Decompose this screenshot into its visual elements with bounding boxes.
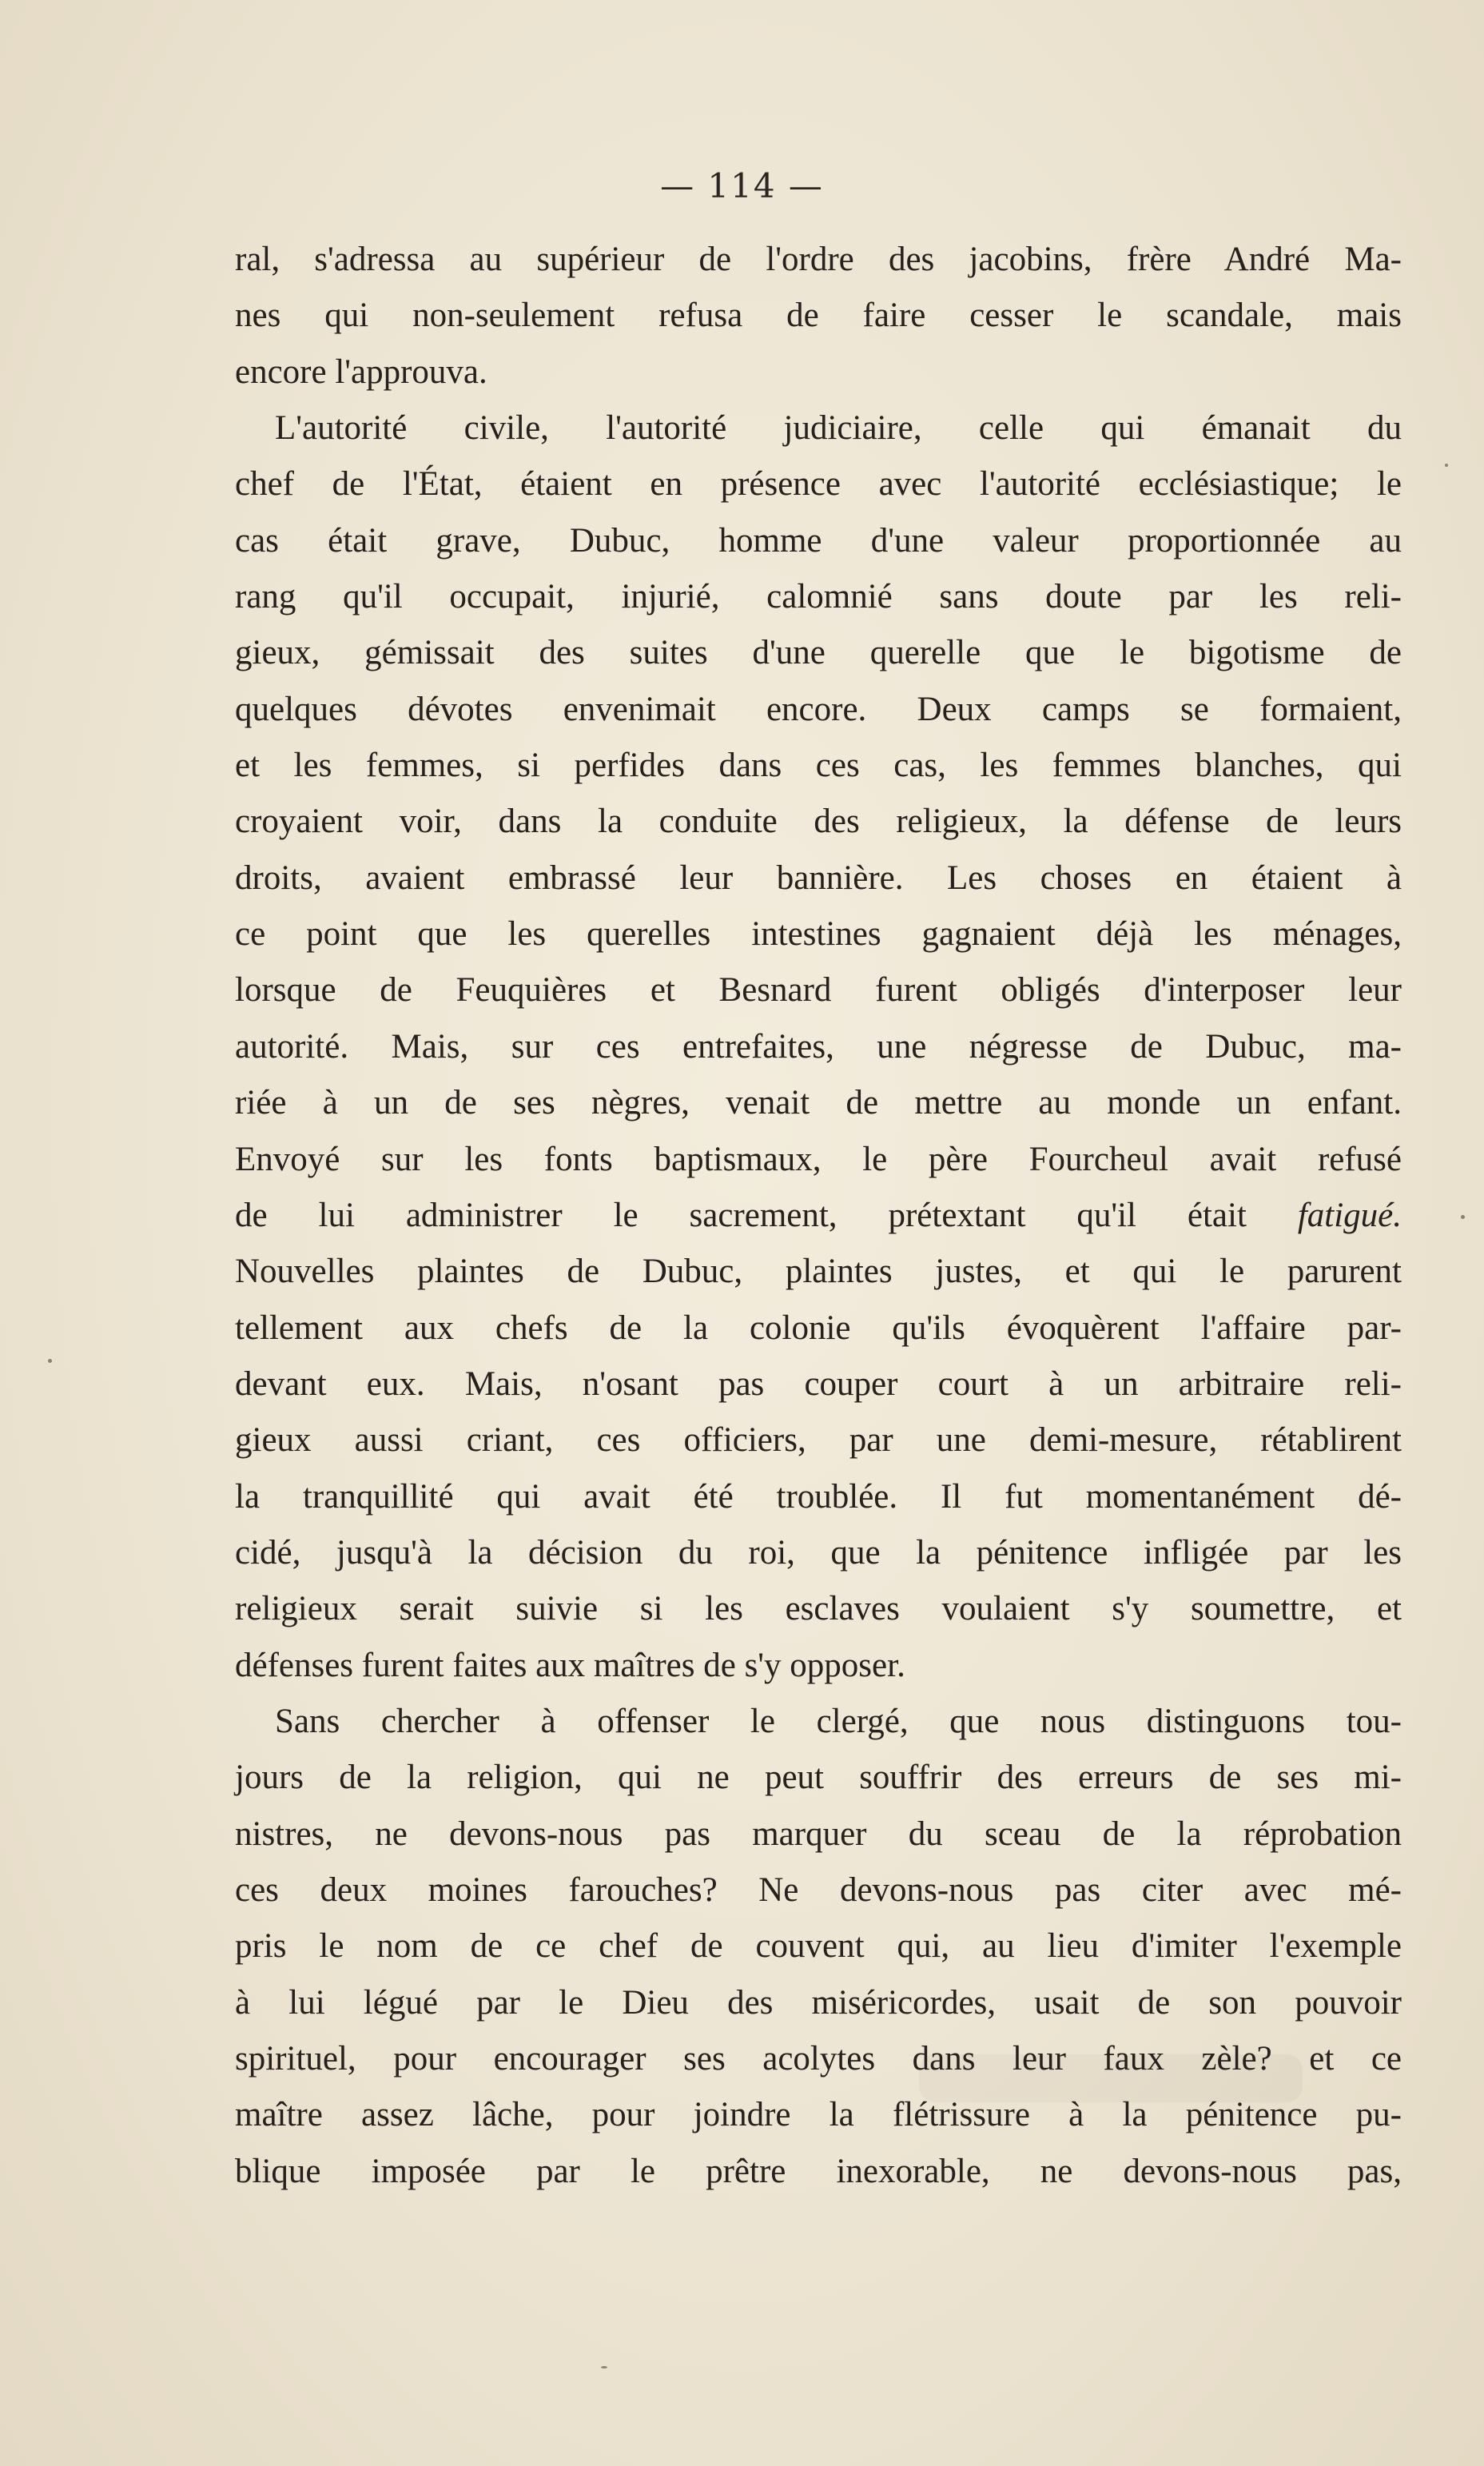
text-line: devant eux. Mais, n'osant pas couper court à un arbitraire reli-	[235, 1364, 1402, 1403]
text-line: à lui légué par le Dieu des miséricordes, usait de son pouvoir	[235, 1983, 1402, 2022]
text-line: croyaient voir, dans la conduite des religieux, la défense de leurs	[235, 803, 1402, 841]
text-line: défenses furent faites aux maîtres de s'y opposer.	[235, 1646, 905, 1684]
text-line: Envoyé sur les fonts baptismaux, le père Fourcheul avait refusé	[235, 1140, 1402, 1178]
text-line: pris le nom de ce chef de couvent qui, au lieu d'imiter l'exemple	[235, 1927, 1402, 1966]
text-line: encore l'approuva.	[235, 353, 487, 391]
paper-speck	[48, 1359, 52, 1363]
text-line: autorité. Mais, sur ces entrefaites, une négresse de Dubuc, ma-	[235, 1027, 1402, 1066]
text-line: Nouvelles plaintes de Dubuc, plaintes justes, et qui le parurent	[235, 1253, 1402, 1291]
text-line: tellement aux chefs de la colonie qu'ils évoquèrent l'affaire par-	[235, 1309, 1402, 1347]
text-line: ce point que les querelles intestines gagnaient déjà les ménages,	[235, 915, 1402, 954]
text-line: gieux, gémissait des suites d'une querelle que le bigotisme de	[235, 634, 1402, 672]
text-line: jours de la religion, qui ne peut souffrir des erreurs de ses mi-	[235, 1759, 1402, 1797]
text-line: chef de l'État, étaient en présence avec l'autorité ecclésiastique; le	[235, 465, 1402, 504]
italic-word: fatigué.	[1297, 1196, 1402, 1234]
paper-speck	[1461, 1215, 1465, 1219]
text-line: ces deux moines farouches? Ne devons-nous pas citer avec mé-	[235, 1870, 1402, 1909]
text-line: quelques dévotes envenimait encore. Deux camps se formaient,	[235, 690, 1402, 728]
text-line: gieux aussi criant, ces officiers, par une demi-mesure, rétablirent	[235, 1421, 1402, 1460]
text-line: cidé, jusqu'à la décision du roi, que la pénitence infligée par les	[235, 1533, 1402, 1572]
text-line: nes qui non-seulement refusa de faire cesser le scandale, mais	[235, 297, 1402, 335]
text-line: de lui administrer le sacrement, prétextant qu'il était fatigué.	[235, 1196, 1402, 1234]
text-line: blique imposée par le prêtre inexorable, ne devons-nous pas,	[235, 2152, 1402, 2190]
paper-speck	[601, 2366, 607, 2368]
body-text	[235, 232, 1402, 2200]
text-line: la tranquillité qui avait été troublée. Il fut momentanément dé-	[235, 1477, 1402, 1516]
text-line: ral, s'adressa au supérieur de l'ordre des jacobins, frère André Ma-	[235, 241, 1402, 278]
text-line: rang qu'il occupait, injurié, calomnié sans doute par les reli-	[235, 578, 1402, 616]
paper-speck	[1445, 464, 1448, 467]
page-number: — 114 —	[660, 166, 824, 205]
text-line: riée à un de ses nègres, venait de mettre au monde un enfant.	[235, 1084, 1402, 1122]
text-line: nistres, ne devons-nous pas marquer du sceau de la réprobation	[235, 1815, 1402, 1853]
text-line: L'autorité civile, l'autorité judiciaire, celle qui émanait du	[275, 409, 1402, 448]
text-line: spirituel, pour encourager ses acolytes dans leur faux zèle? et ce	[235, 2040, 1402, 2078]
text-line: maître assez lâche, pour joindre la flétrissure à la pénitence pu-	[235, 2096, 1402, 2134]
text-line: cas était grave, Dubuc, homme d'une valeur proportionnée au	[235, 521, 1402, 560]
text-line: Sans chercher à offenser le clergé, que nous distinguons tou-	[275, 1702, 1402, 1740]
text-line: droits, avaient embrassé leur bannière. Les choses en étaient à	[235, 859, 1402, 897]
text-line: religieux serait suivie si les esclaves voulaient s'y soumettre, et	[235, 1590, 1402, 1628]
text-line: lorsque de Feuquières et Besnard furent obligés d'interposer leur	[235, 971, 1402, 1010]
text-line: et les femmes, si perfides dans ces cas, les femmes blanches, qui	[235, 747, 1402, 785]
